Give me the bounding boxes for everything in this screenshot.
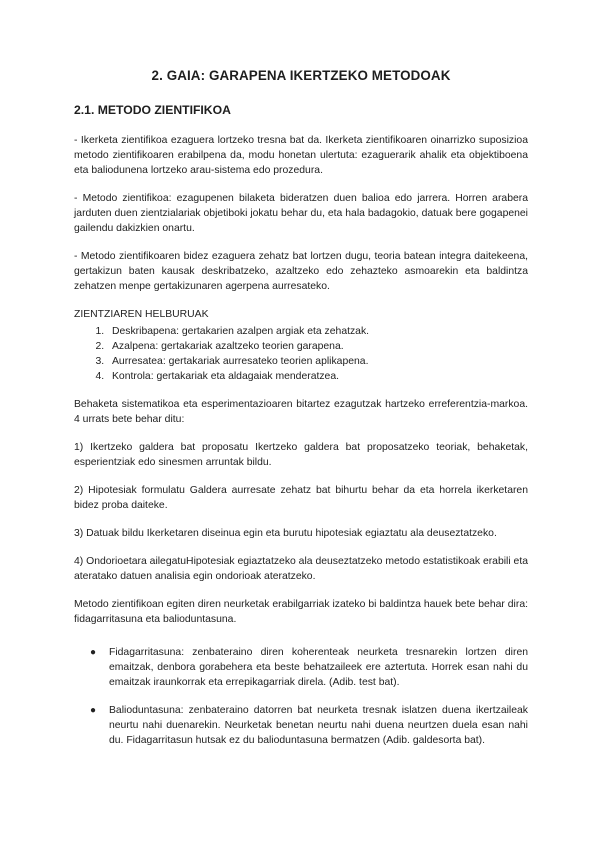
condition-text: Fidagarritasuna: zenbateraino diren koherenteak neurketa tresnarekin lortzen diren emaitzak, denbora gorabehera eta beste behatzaileek ere aztertuta. Horrek esan nahi du emaitzak iraunkorrak eta errepikagarriak direla. (Adib. test bat).: [109, 647, 528, 688]
goal-item: 3. Aurresatea: gertakariak aurresateko teorien aplikapena.: [107, 354, 528, 369]
goal-item: 1. Deskribapena: gertakarien azalpen argiak eta zehatzak.: [107, 324, 528, 339]
section-heading: 2.1. METODO ZIENTIFIKOA: [74, 103, 231, 117]
paragraph-method: - Metodo zientifikoa: ezagupenen bilaketa bideratzen duen balioa edo jarrera. Horren arabera jarduten duen zientzialariak objetiboki jokatu behar du, eta hala badagokio, datuak bere gogapenei gailendu dakizkien onartu.: [74, 193, 528, 234]
condition-validity: [90, 703, 528, 748]
step-4: 4) Ondorioetara ailegatuHipotesiak egiaztatzeko ala deuseztatzeko metodo estatistikoak erabili eta ateratako datuen analisia egin ondorioak ateratzeko.: [74, 556, 528, 582]
goals-title: ZIENTZIAREN HELBURUAK: [74, 309, 209, 320]
conditions-intro: Metodo zientifikoan egiten diren neurketak erabilgarriak izateko bi baldintza hauek bete behar dira: fidagarritasuna eta balioduntasuna.: [74, 599, 528, 625]
condition-reliability: [90, 645, 528, 690]
condition-text: Balioduntasuna: zenbateraino datorren bat neurketa tresnak islatzen duena ikertzaileak neurtu nahi duenarekin. Neurketak benetan neurtu nahi duena neurtzen duela esan nahi du. Fidagarritasun hutsak ez du balioduntasuna bermatzen (Adib. galdesorta bat).: [109, 705, 528, 746]
goals-list: [74, 324, 528, 384]
goal-item: 2. Azalpena: gertakariak azaltzeko teorien garapena.: [107, 339, 528, 354]
goal-item: 4. Kontrola: gertakariak eta aldagaiak menderatzea.: [107, 369, 528, 384]
paragraph-research: - Ikerketa zientifikoa ezaguera lortzeko tresna bat da. Ikerketa zientifikoaren oinarrizko suposizioa metodo zientifikoaren erabilpena da, modu honetan ulertuta: ezaguerarik ahalik eta objektiboena eta baliodunena lortzeko arau-sistema edo prozedura.: [74, 135, 528, 176]
paragraph-knowledge: - Metodo zientifikoaren bidez ezaguera zehatz bat lortzen dugu, teoria batean integra daitekeena, gertakizun baten kausak deskribatzeko, azaltzeko edo zehazteko asmoarekin eta baldintza zehatzen menpe gertakizunaren agerpena aurresateko.: [74, 251, 528, 292]
step-3: 3) Datuak bildu Ikerketaren diseinua egin eta burutu hipotesiak egiaztatu ala deuseztatzeko.: [74, 528, 497, 539]
step-1: 1) Ikertzeko galdera bat proposatu Ikertzeko galdera bat proposatzeko teoriak, behaketak, esperientziak edo sinesmen arruntak bildu.: [74, 442, 528, 468]
step-2: 2) Hipotesiak formulatu Galdera aurresate zehatz bat bihurtu behar da eta horrela ikerketaren bidez proba daiteke.: [74, 485, 528, 511]
chapter-title: 2. GAIA: GARAPENA IKERTZEKO METODOAK: [151, 68, 451, 83]
bullet-icon: ●: [90, 647, 97, 658]
conditions-list: [74, 645, 528, 748]
document-page: [74, 68, 528, 761]
bullet-icon: ●: [90, 705, 97, 716]
steps-intro: Behaketa sistematikoa eta esperimentazioaren bitartez ezagutzak hartzeko erreferentzia-markoa. 4 urrats bete behar ditu:: [74, 399, 528, 425]
